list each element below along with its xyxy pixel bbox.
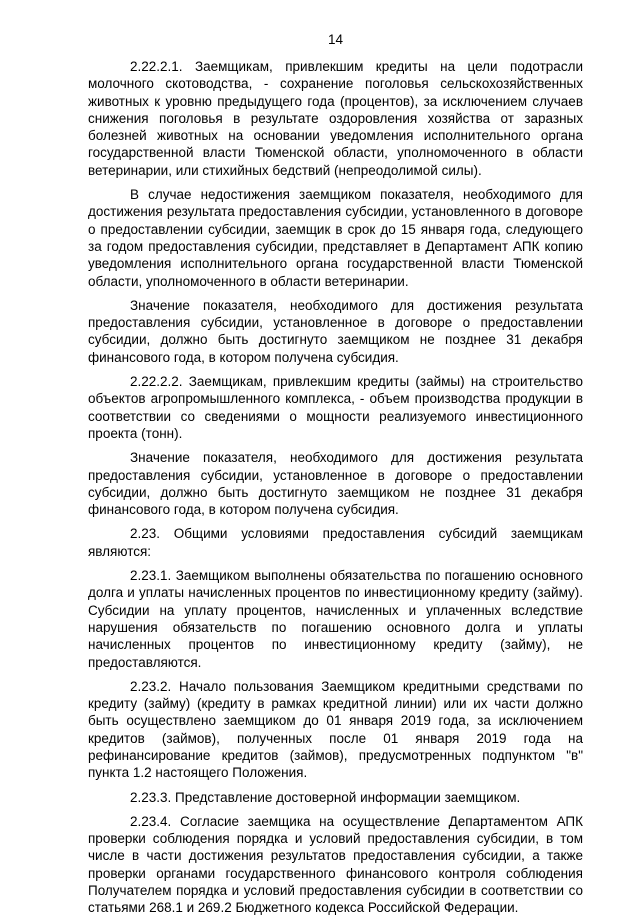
paragraph-2-23-3: 2.23.3. Представление достоверной информации заемщиком. <box>130 789 521 805</box>
page-number: 14 <box>327 32 344 47</box>
paragraph-2-23: 2.23. Общими условиями предоставления субсидий заемщикам являются: <box>88 526 583 559</box>
paragraph-failure-condition: В случае недостижения заемщиком показателя, необходимого для достижения результата предоставления субсидии, установленного в договоре о предоставлении субсидии, заемщик в срок до 15 января года, следующего за годом предоставления субсидии, представляет в Департамент АПК копию уведомления исполнительного органа государственной власти Тюменской области, уполномоченного в области ветеринарии. <box>88 187 583 289</box>
paragraph-2-23-2: 2.23.2. Начало пользования Заемщиком кредитными средствами по кредиту (займу) (кредиту в рамках кредитной линии) или их части должно быть осуществлено заемщиком до 01 января 2019 года, за исключением кредитов (займов), полученных после 01 января 2019 года на рефинансирование кредитов (займов), предусмотренных подпунктом "в" пункта 1.2 настоящего Положения. <box>88 678 583 781</box>
document-page <box>88 31 583 924</box>
paragraph-2-22-2-1: 2.22.2.1. Заемщикам, привлекшим кредиты на цели подотрасли молочного скотоводства, - сохранение поголовья сельскохозяйственных животных к уровню предыдущего года (процентов), за исключением случаев снижения поголовья в результате оздоровления хозяйства от заразных болезней животных на основании уведомления исполнительного органа государственной власти Тюменской области, уполномоченного в области ветеринарии, или стихийных бедствий (непреодолимой силы). <box>88 59 583 178</box>
paragraph-indicator-deadline-1: Значение показателя, необходимого для достижения результата предоставления субсидии, установленное в договоре о предоставлении субсидии, должно быть достигнуто заемщиком не позднее 31 декабря финансового года, в котором получена субсидия. <box>88 297 583 365</box>
paragraph-2-23-1: 2.23.1. Заемщиком выполнены обязательства по погашению основного долга и уплаты начисленных процентов по инвестиционному кредиту (займу). Субсидии на уплату процентов, начисленных и уплаченных вследствие нарушения обязательств по погашению основного долга и уплаты начисленных процентов по инвестиционному кредиту (займу), не предоставляются. <box>88 568 583 670</box>
paragraph-2-22-2-2: 2.22.2.2. Заемщикам, привлекшим кредиты (займы) на строительство объектов агропромышленного комплекса, - объем производства продукции в соответствии со сведениями о мощности реализуемого инвестиционного проекта (тонн). <box>88 374 583 441</box>
paragraph-indicator-deadline-2: Значение показателя, необходимого для достижения результата предоставления субсидии, установленное в договоре о предоставлении субсидии, должно быть достигнуто заемщиком не позднее 31 декабря финансового года, в котором получена субсидия. <box>88 450 583 518</box>
paragraph-2-23-4: 2.23.4. Согласие заемщика на осуществление Департаментом АПК проверки соблюдения порядка и условий предоставления субсидии, в том числе в части достижения результатов предоставления субсидии, а также проверки органами государственного финансового контроля соблюдения Получателем порядка и условий предоставления субсидии в соответствии со статьями 268.1 и 269.2 Бюджетного кодекса Российской Федерации. <box>88 813 583 916</box>
